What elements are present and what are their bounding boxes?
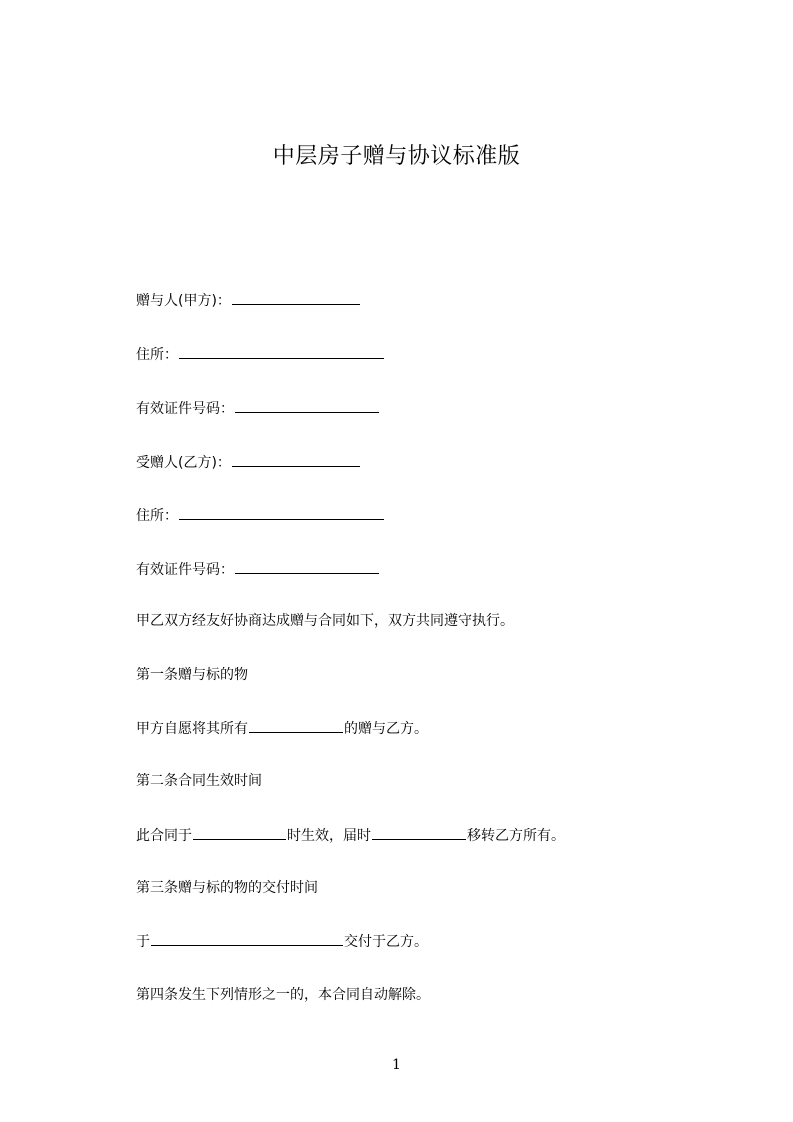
donor-label: 赠与人(甲方)： <box>136 293 231 309</box>
preamble-paragraph: 甲乙双方经友好协商达成赠与合同如下，双方共同遵守执行。 <box>136 613 514 629</box>
donee-id-line <box>136 559 380 579</box>
article2-text-b: 时生效，届时 <box>287 828 371 844</box>
donor-id-label: 有效证件号码： <box>136 401 234 417</box>
article1-text-a: 甲方自愿将其所有 <box>136 721 248 737</box>
donee-address-blank[interactable] <box>179 505 384 520</box>
donor-id-blank[interactable] <box>235 398 379 413</box>
article3-text-a: 于 <box>136 934 150 950</box>
article1-subject-blank[interactable] <box>249 718 343 733</box>
donee-address-line <box>136 505 385 525</box>
article2-paragraph <box>136 825 565 845</box>
article1-heading: 第一条赠与标的物 <box>136 667 248 683</box>
article3-text-b: 交付于乙方。 <box>344 934 428 950</box>
donee-line <box>136 452 361 472</box>
donor-address-blank[interactable] <box>179 344 384 359</box>
donor-line <box>136 290 361 310</box>
article1-paragraph <box>136 718 428 738</box>
article3-heading: 第三条赠与标的物的交付时间 <box>136 880 318 896</box>
article2-property-blank[interactable] <box>372 825 466 840</box>
donor-address-label: 住所： <box>136 347 178 363</box>
donor-id-line <box>136 398 380 418</box>
document-title: 中层房子赠与协议标准版 <box>272 144 521 169</box>
donee-id-label: 有效证件号码： <box>136 562 234 578</box>
article2-date-blank[interactable] <box>193 825 286 840</box>
article2-text-a: 此合同于 <box>136 828 192 844</box>
article4-heading: 第四条发生下列情形之一的，本合同自动解除。 <box>136 987 430 1003</box>
article2-text-c: 移转乙方所有。 <box>467 828 565 844</box>
donee-label: 受赠人(乙方)： <box>136 455 231 471</box>
article2-heading: 第二条合同生效时间 <box>136 773 262 789</box>
article3-date-blank[interactable] <box>151 931 343 946</box>
article1-text-b: 的赠与乙方。 <box>344 721 428 737</box>
donor-address-line <box>136 344 385 364</box>
donor-blank[interactable] <box>232 290 360 305</box>
donee-id-blank[interactable] <box>235 559 379 574</box>
article3-paragraph <box>136 931 428 951</box>
page-number: 1 <box>392 1057 401 1073</box>
donee-blank[interactable] <box>232 452 360 467</box>
donee-address-label: 住所： <box>136 508 178 524</box>
